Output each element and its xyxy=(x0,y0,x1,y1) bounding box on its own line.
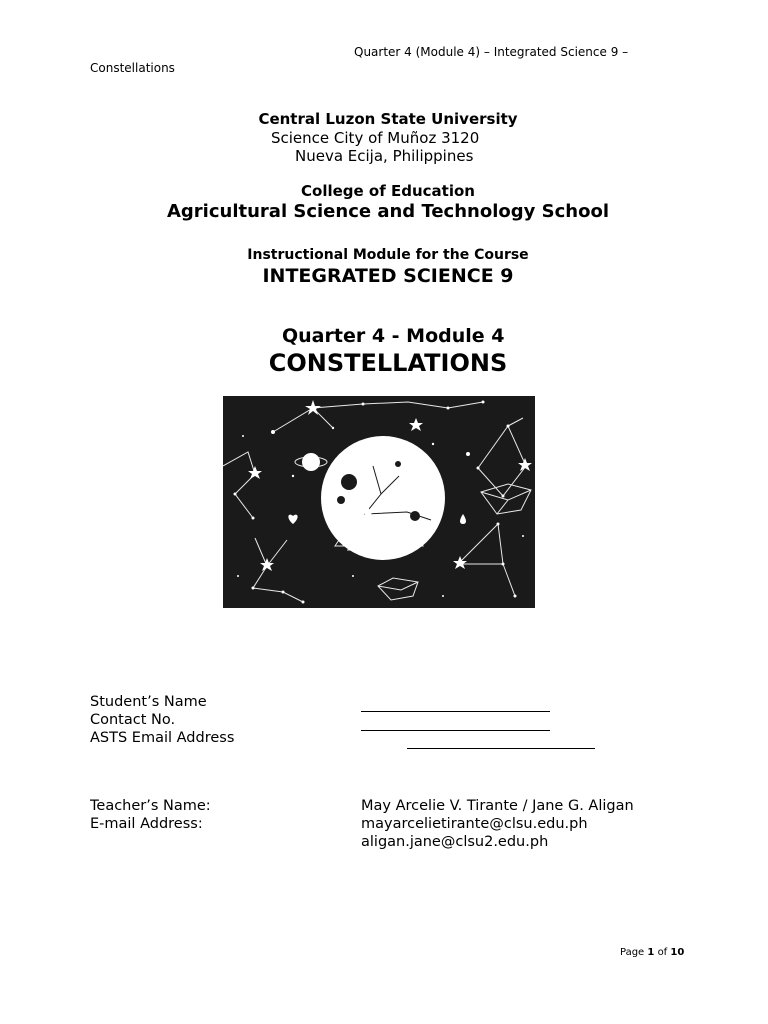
teacher-name-label: Teacher’s Name: xyxy=(90,798,211,814)
page-total: 10 xyxy=(670,947,685,958)
school-name: Agricultural Science and Technology School xyxy=(166,201,609,222)
page-number xyxy=(620,947,684,958)
university-name: Central Luzon State University xyxy=(258,110,518,128)
running-header-line1: Quarter 4 (Module 4) – Integrated Science 9 – xyxy=(354,45,629,59)
page-current: 1 xyxy=(647,947,655,958)
teacher-email-1: mayarcelietirante@clsu.edu.ph xyxy=(361,816,588,832)
university-city: Science City of Muñoz 3120 xyxy=(271,129,480,147)
teacher-name-value: May Arcelie V. Tirante / Jane G. Aligan xyxy=(361,798,634,814)
running-header-line2: Constellations xyxy=(90,61,175,75)
module-title: CONSTELLATIONS xyxy=(268,349,508,377)
contact-no-label: Contact No. xyxy=(90,712,176,728)
course-name: INTEGRATED SCIENCE 9 xyxy=(262,265,514,287)
university-province: Nueva Ecija, Philippines xyxy=(295,147,474,165)
student-name-blank[interactable] xyxy=(361,697,550,712)
teacher-email-label: E-mail Address: xyxy=(90,816,203,832)
teacher-email-2: aligan.jane@clsu2.edu.ph xyxy=(361,834,549,850)
module-quarter: Quarter 4 - Module 4 xyxy=(282,325,505,347)
asts-email-blank[interactable] xyxy=(407,734,595,749)
contact-no-blank[interactable] xyxy=(361,716,550,731)
page-word: Page xyxy=(620,947,645,958)
asts-email-label: ASTS Email Address xyxy=(90,730,235,746)
page-of-word: of xyxy=(657,947,668,958)
constellation-globe-illustration xyxy=(223,396,535,608)
student-name-label: Student’s Name xyxy=(90,694,207,710)
course-intro: Instructional Module for the Course xyxy=(247,247,529,263)
college-name: College of Education xyxy=(301,182,475,200)
